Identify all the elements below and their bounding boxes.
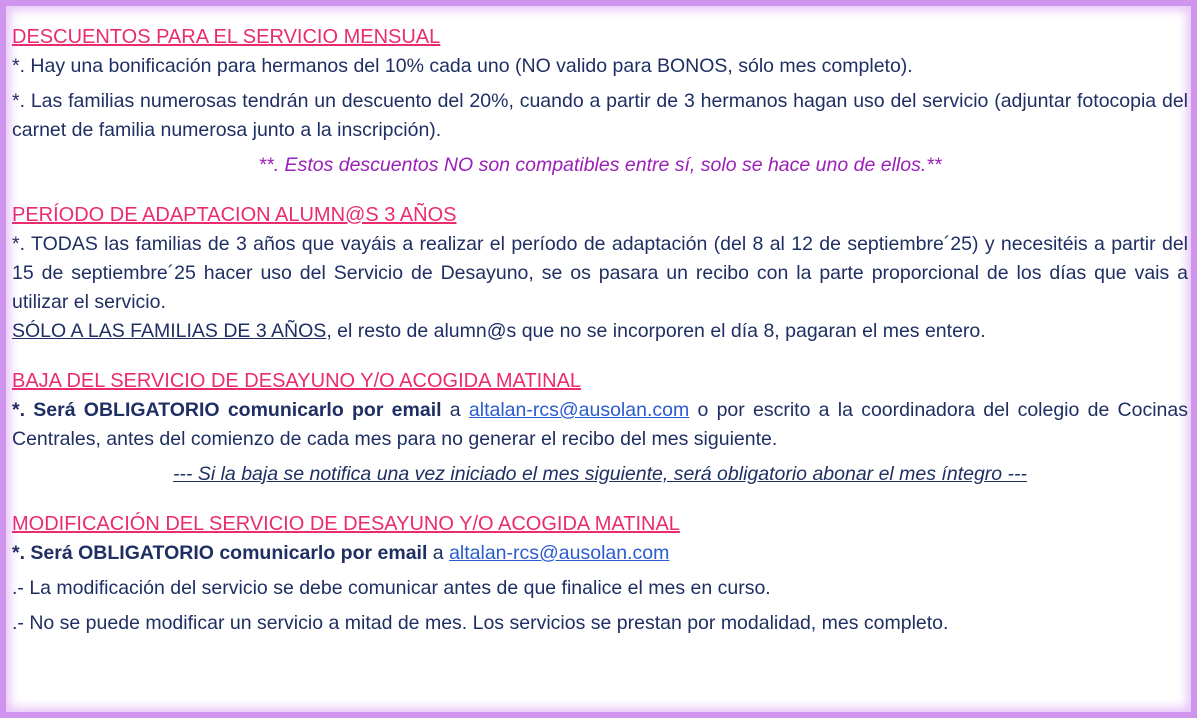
bold-text: *. Será OBLIGATORIO comunicarlo por email <box>12 542 428 564</box>
paragraph <box>12 396 1188 454</box>
document-body <box>12 22 1188 638</box>
paragraph <box>12 317 1188 346</box>
paragraph-text: a <box>441 399 469 421</box>
compatibility-note: **. Estos descuentos NO son compatibles entre sí, solo se hace uno de ellos.** <box>258 154 942 176</box>
payment-note: --- Si la baja se notifica una vez iniciado el mes siguiente, será obligatorio abonar el mes íntegro --- <box>172 463 1028 485</box>
section-heading: PERÍODO DE ADAPTACION ALUMN@S 3 AÑOS <box>12 204 457 226</box>
paragraph: .- No se puede modificar un servicio a mitad de mes. Los servicios se prestan por modalidad, mes completo. <box>12 612 949 634</box>
section-baja <box>12 366 1188 489</box>
email-link[interactable]: altalan-rcs@ausolan.com <box>449 542 670 564</box>
paragraph: *. Hay una bonificación para hermanos del 10% cada uno (NO valido para BONOS, sólo mes completo). <box>12 55 913 77</box>
section-heading: DESCUENTOS PARA EL SERVICIO MENSUAL <box>12 26 441 48</box>
paragraph-text: , el resto de alumn@s que no se incorporen el día 8, pagaran el mes entero. <box>326 320 986 342</box>
bold-text: *. Será OBLIGATORIO comunicarlo por email <box>12 399 442 421</box>
paragraph-text: a <box>427 542 450 564</box>
paragraph: *. Las familias numerosas tendrán un descuento del 20%, cuando a partir de 3 hermanos hagan uso del servicio (adjuntar fotocopia del carnet de familia numerosa junto a la inscripción). <box>12 90 1188 141</box>
section-periodo-adaptacion <box>12 200 1188 346</box>
underlined-text: SÓLO A LAS FAMILIAS DE 3 AÑOS <box>12 320 327 342</box>
section-heading: BAJA DEL SERVICIO DE DESAYUNO Y/O ACOGIDA MATINAL <box>12 370 582 392</box>
paragraph <box>12 539 1188 568</box>
section-heading: MODIFICACIÓN DEL SERVICIO DE DESAYUNO Y/O ACOGIDA MATINAL <box>12 513 680 535</box>
email-link[interactable]: altalan-rcs@ausolan.com <box>468 399 690 421</box>
section-descuentos <box>12 22 1188 180</box>
section-modificacion <box>12 509 1188 638</box>
paragraph-text: o por escrito a la coordinadora del colegio de Cocinas Centrales, antes del comienzo de cada mes para no generar el recibo del mes siguiente. <box>12 399 1189 450</box>
paragraph: *. TODAS las familias de 3 años que vayáis a realizar el período de adaptación (del 8 al 12 de septiembre´25) y necesitéis a partir del 15 de septiembre´25 hacer uso del Servicio de Desayuno, se os pasara un recibo con la parte proporcional de los días que vais a utilizar el servicio. <box>12 233 1188 313</box>
paragraph: .- La modificación del servicio se debe comunicar antes de que finalice el mes en curso. <box>12 577 771 599</box>
